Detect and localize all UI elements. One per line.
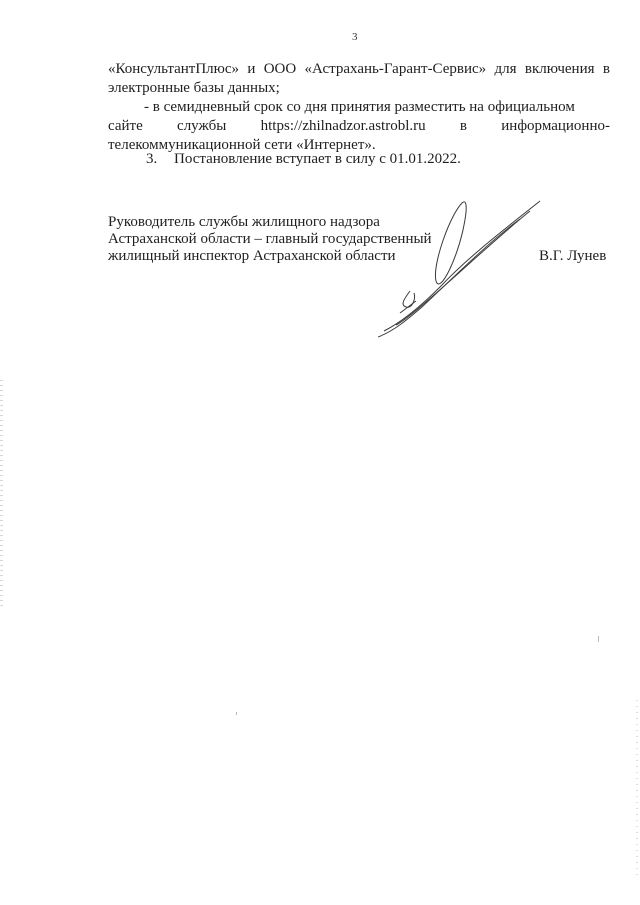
word: и	[247, 61, 256, 77]
item-text: Постановление вступает в силу с 01.01.2022.	[174, 151, 461, 167]
signatory-title-line-1: Руководитель службы жилищного надзора	[108, 214, 380, 230]
scan-speck	[598, 636, 599, 642]
paragraph-publish-line-2	[108, 117, 610, 136]
item-number: 3.	[146, 151, 158, 167]
scan-edge-marks-right	[636, 700, 638, 880]
scan-speck	[236, 712, 237, 715]
word: для	[494, 61, 517, 77]
paragraph-publish-line-1: - в семидневный срок со дня принятия разместить на официальном	[144, 99, 575, 115]
word: включения	[524, 61, 595, 77]
word: службы	[177, 118, 227, 134]
numbered-item-3	[146, 151, 461, 168]
paragraph-databases-line-2: электронные базы данных;	[108, 80, 280, 96]
word: сайте	[108, 118, 143, 134]
page-number: 3	[352, 31, 358, 43]
handwritten-signature	[370, 195, 550, 345]
word: ООО	[263, 61, 297, 77]
word: «КонсультантПлюс»	[108, 61, 240, 77]
signatory-title-line-3: жилищный инспектор Астраханской области	[108, 248, 396, 264]
word: в	[602, 61, 610, 77]
word: «Астрахань-Гарант-Сервис»	[304, 61, 487, 77]
scan-edge-marks	[0, 380, 3, 610]
signatory-title-line-2: Астраханской области – главный государственный	[108, 231, 432, 247]
paragraph-publish-line-3: телекоммуникационной сети «Интернет».	[108, 137, 376, 153]
paragraph-databases	[108, 60, 610, 98]
word: в	[459, 118, 467, 134]
paragraph-publish	[108, 98, 610, 155]
website-url: https://zhilnadzor.astrobl.ru	[260, 118, 426, 134]
word: информационно-	[501, 118, 610, 134]
signatory-name: В.Г. Лунев	[539, 248, 607, 264]
paragraph-databases-line-1	[108, 60, 610, 79]
